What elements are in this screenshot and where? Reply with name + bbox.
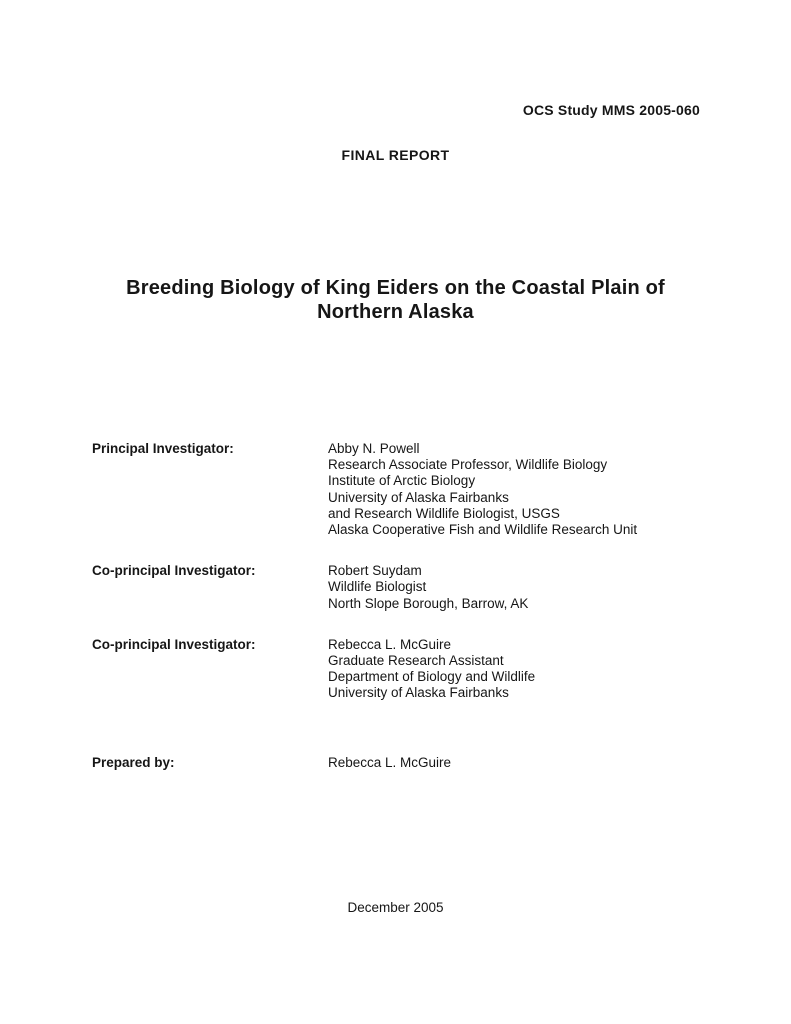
prepared-by-label: Prepared by:: [92, 754, 175, 770]
investigator-detail-line: and Research Wildlife Biologist, USGS: [328, 505, 560, 521]
investigator-detail-line: Graduate Research Assistant: [328, 653, 504, 669]
preparer-name: Rebecca L. McGuire: [328, 754, 452, 770]
report-type-heading: FINAL REPORT: [341, 147, 450, 163]
report-date: December 2005: [347, 900, 444, 915]
investigator-detail-line: Institute of Arctic Biology: [328, 473, 476, 489]
principal-investigator-details: [328, 441, 712, 538]
investigator-detail-line: Wildlife Biologist: [328, 579, 427, 595]
study-number: OCS Study MMS 2005-060: [522, 102, 700, 118]
co-principal-investigator-label: Co-principal Investigator:: [92, 563, 256, 579]
investigator-detail-line: Department of Biology and Wildlife: [328, 669, 536, 685]
co-principal-investigator-details: [328, 563, 712, 612]
co-principal-investigator-row-2: [92, 637, 712, 702]
co-principal-investigator-row-1: [92, 563, 712, 612]
co-principal-investigator-label: Co-principal Investigator:: [92, 636, 256, 652]
co-principal-investigator-details: [328, 637, 712, 702]
principal-investigator-label: Principal Investigator:: [92, 441, 234, 456]
investigator-detail-line: University of Alaska Fairbanks: [328, 685, 509, 701]
prepared-by-row: [92, 755, 712, 771]
report-title: [0, 276, 791, 324]
investigator-detail-line: North Slope Borough, Barrow, AK: [328, 595, 529, 611]
investigator-list: [92, 441, 712, 771]
investigator-detail-line: University of Alaska Fairbanks: [328, 489, 509, 505]
investigator-name: Robert Suydam: [328, 563, 422, 579]
investigator-name: Rebecca L. McGuire: [328, 636, 452, 652]
investigator-detail-line: Research Associate Professor, Wildlife Biology: [328, 457, 608, 473]
investigator-detail-line: Alaska Cooperative Fish and Wildlife Research Unit: [328, 522, 638, 538]
investigator-name: Abby N. Powell: [328, 441, 420, 456]
report-title-line-2: Northern Alaska: [317, 301, 474, 323]
prepared-by-details: [328, 755, 712, 771]
principal-investigator-row: [92, 441, 712, 538]
report-title-line-1: Breeding Biology of King Eiders on the Coastal Plain of: [126, 277, 665, 299]
